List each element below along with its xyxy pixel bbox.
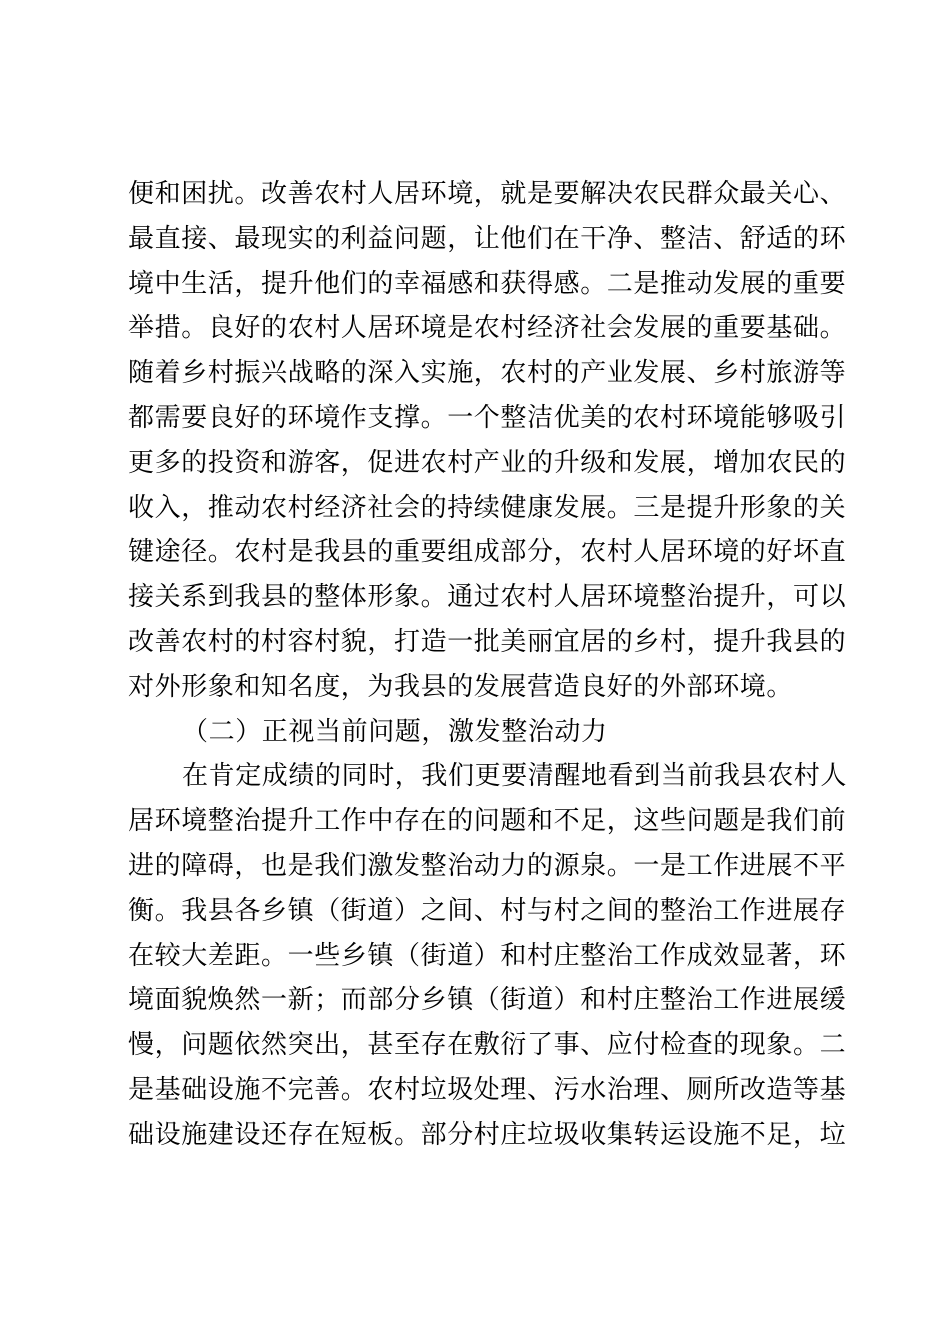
text-line: 居环境整治提升工作中存在的问题和不足，这些问题是我们前 xyxy=(128,806,847,837)
text-line: 是基础设施不完善。农村垃圾处理、污水治理、厕所改造等基 xyxy=(128,1074,847,1105)
text-line: 衡。我县各乡镇（街道）之间、村与村之间的整治工作进展存 xyxy=(128,895,847,926)
text-line: 对外形象和知名度，为我县的发展营造良好的外部环境。 xyxy=(128,671,794,702)
text-line: 接关系到我县的整体形象。通过农村人居环境整治提升，可以 xyxy=(128,582,847,613)
body-text xyxy=(128,172,848,1158)
text-line: 收入，推动农村经济社会的持续健康发展。三是提升形象的关 xyxy=(128,492,847,523)
text-line: 举措。良好的农村人居环境是农村经济社会发展的重要基础。 xyxy=(128,313,847,344)
section-heading: （二）正视当前问题，激发整治动力 xyxy=(182,716,608,747)
text-line: 更多的投资和游客，促进农村产业的升级和发展，增加农民的 xyxy=(128,447,847,478)
text-line: 都需要良好的环境作支撑。一个整洁优美的农村环境能够吸引 xyxy=(128,402,847,433)
text-line: 随着乡村振兴战略的深入实施，农村的产业发展、乡村旅游等 xyxy=(128,358,847,389)
text-line: 改善农村的村容村貌，打造一批美丽宜居的乡村，提升我县的 xyxy=(128,626,847,657)
text-line: 慢，问题依然突出，甚至存在敷衍了事、应付检查的现象。二 xyxy=(128,1030,847,1061)
text-line: 础设施建设还存在短板。部分村庄垃圾收集转运设施不足，垃 xyxy=(128,1119,847,1150)
text-line: 便和困扰。改善农村人居环境，就是要解决农民群众最关心、 xyxy=(128,179,847,209)
text-line: 最直接、最现实的利益问题，让他们在干净、整洁、舒适的环 xyxy=(128,223,847,254)
text-line: 键途径。农村是我县的重要组成部分，农村人居环境的好坏直 xyxy=(128,537,847,568)
text-line: 境中生活，提升他们的幸福感和获得感。二是推动发展的重要 xyxy=(128,268,847,299)
text-line: 在肯定成绩的同时，我们更要清醒地看到当前我县农村人 xyxy=(182,761,848,792)
text-line: 在较大差距。一些乡镇（街道）和村庄整治工作成效显著，环 xyxy=(128,940,847,971)
text-line: 进的障碍，也是我们激发整治动力的源泉。一是工作进展不平 xyxy=(128,850,847,881)
text-line: 境面貌焕然一新；而部分乡镇（街道）和村庄整治工作进展缓 xyxy=(128,985,847,1016)
